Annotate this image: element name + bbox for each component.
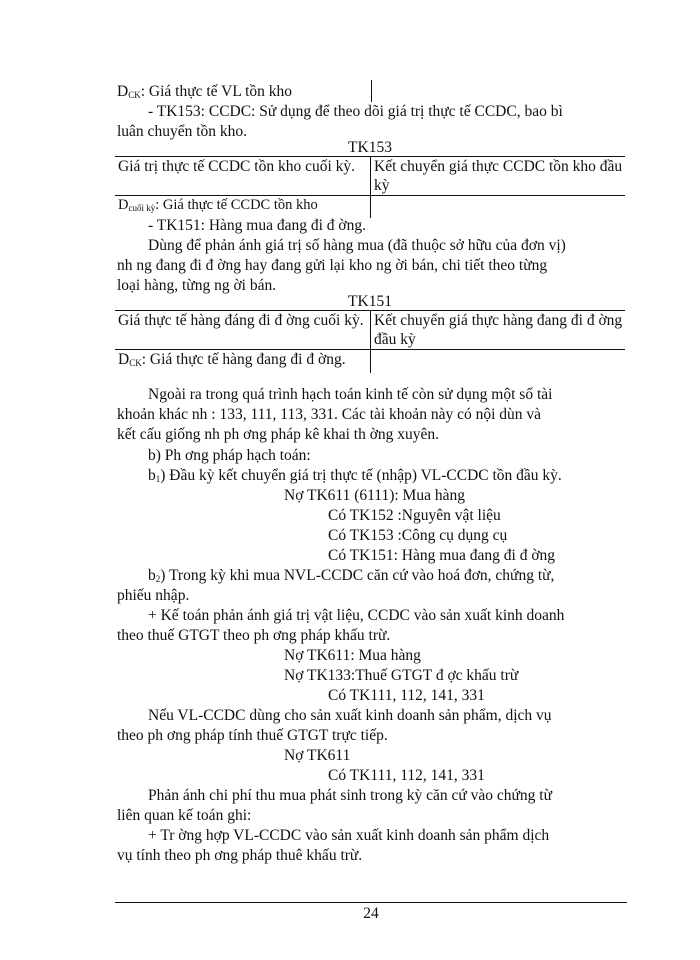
paragraph-line: liên quan kế toán ghi: [117, 807, 252, 824]
step-b2: $b_2$) Trong kỳ khi mua NVL-CCDC căn cứ vào hoá đơn, chứng từ, [148, 567, 555, 584]
journal-entry: Có TK111, 112, 141, 331 [328, 767, 485, 784]
paragraph-line: phiếu nhập. [117, 587, 190, 604]
footer-rule [115, 902, 627, 903]
tk153-credit: Kết chuyển giá thực CCDC tồn kho đầu kỳ [371, 157, 626, 196]
paragraph-line: Phản ánh chi phí thu mua phát sinh trong kỳ căn cứ vào chứng từ [148, 787, 553, 804]
journal-entry: Có TK152 :Nguyên vật liệu [328, 507, 501, 524]
tk151-ledger [115, 310, 625, 373]
tk151-desc-line2: nh ng đang đi đ ờng hay đang gửi lại kho ng ời bán, chi tiết theo từng [117, 257, 548, 274]
paragraph-line: + Tr ờng hợp VL-CCDC vào sản xuất kinh doanh sản phẩm dịch [148, 827, 550, 844]
tk153-debit: Giá trị thực tế CCDC tồn kho cuối kỳ. [115, 157, 371, 196]
paragraph-line: khoản khác nh : 133, 111, 113, 331. Các tài khoản này có nội dùn và [117, 406, 542, 423]
tk153-title: TK153 [348, 139, 392, 156]
tk151-desc-line3: loại hàng, từng ng ời bán. [117, 277, 277, 294]
paragraph-line: theo ph ơng pháp tính thuế GTGT trực tiếp. [117, 727, 388, 744]
tk153-description: - TK153: CCDC: Sử dụng để theo dõi giá trị thực tế CCDC, bao bì [148, 103, 563, 120]
paragraph-line: vụ tính theo ph ơng pháp thuê khấu trừ. [117, 847, 363, 864]
tk153-ledger [115, 156, 625, 218]
tk151-desc-line1: Dùng để phản ánh giá trị số hàng mua (đã thuộc sở hữu của đơn vị) [148, 237, 566, 254]
paragraph-line: Nếu VL-CCDC dùng cho sản xuất kinh doanh sản phẩm, dịch vụ [148, 707, 552, 724]
paragraph-line: + Kế toán phản ánh giá trị vật liệu, CCDC vào sản xuất kinh doanh [148, 607, 565, 624]
journal-entry: Nợ TK611 (6111): Mua hàng [284, 487, 465, 504]
journal-entry: Nợ TK611: Mua hàng [284, 647, 421, 664]
tk151-title: TK151 [348, 293, 392, 310]
tk151-credit: Kết chuyển giá thực hàng đang đi đ ờng đầu kỳ [371, 311, 626, 350]
tk151-heading: - TK151: Hàng mua đang đi đ ờng. [148, 217, 366, 234]
tk151-balance: $D_{CK}$: Giá thực tế hàng đang đi đ ờng. [115, 350, 371, 374]
section-heading: b) Ph ơng pháp hạch toán: [148, 447, 311, 464]
tk151-debit: Giá thực tế hàng đáng đi đ ờng cuối kỳ. [115, 311, 371, 350]
paragraph-line: Ngoài ra trong quá trình hạch toán kinh tế còn sử dụng một số tài [148, 386, 553, 403]
paragraph-line: kết cấu giống nh ph ơng pháp kê khai th ờng xuyên. [117, 426, 440, 443]
journal-entry: Có TK151: Hàng mua đang đi đ ờng [328, 547, 556, 564]
step-b1: $b_1$) Đầu kỳ kết chuyển giá trị thực tế (nhập) VL-CCDC tồn đầu kỳ. [148, 467, 562, 484]
journal-entry: Nợ TK611 [284, 747, 351, 764]
tk153-balance: $D_{cuối kỳ}$: Giá thực tế CCDC tồn kho [115, 196, 371, 219]
paragraph-line: theo thuế GTGT theo ph ơng pháp khấu trừ. [117, 627, 391, 644]
journal-entry: Có TK111, 112, 141, 331 [328, 687, 485, 704]
journal-entry: Nợ TK133:Thuế GTGT đ ợc khấu trừ [284, 667, 519, 684]
tk152-closing-balance: $D_{CK}$: Giá thực tế VL tồn kho [117, 83, 293, 100]
tk153-description-cont: luân chuyển tồn kho. [117, 123, 248, 140]
journal-entry: Có TK153 :Công cụ dụng cụ [328, 527, 508, 544]
page-number: 24 [363, 905, 379, 922]
ledger-divider [371, 80, 372, 102]
